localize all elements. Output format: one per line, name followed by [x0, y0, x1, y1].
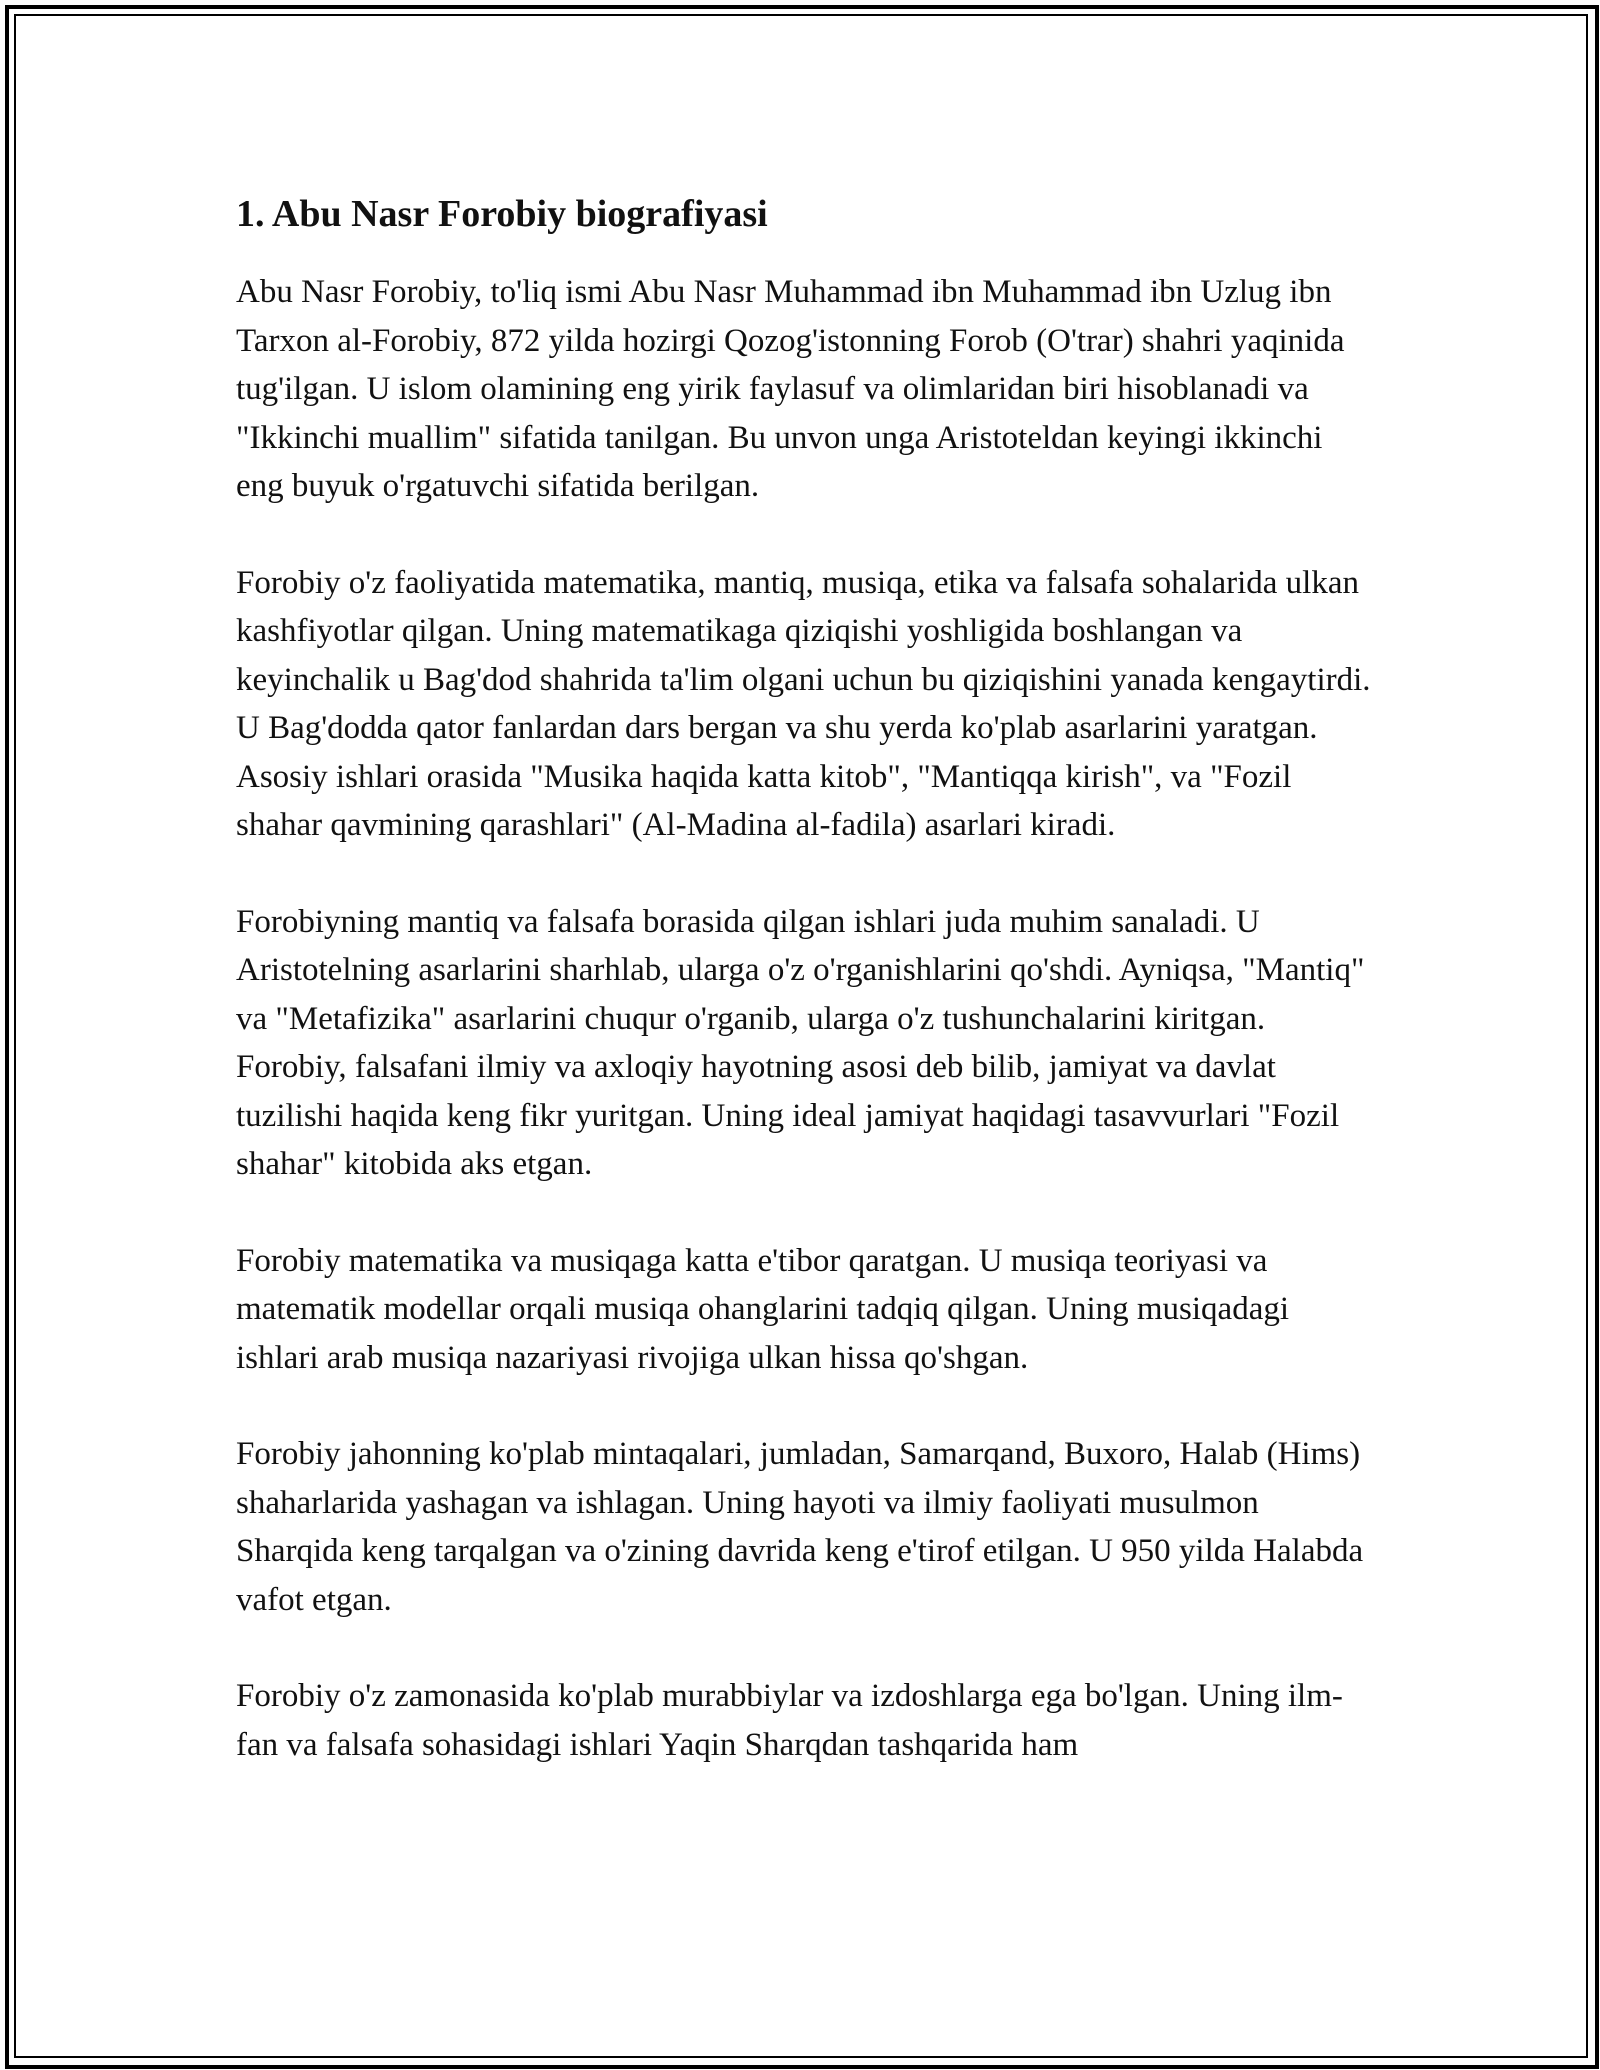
paragraph-6: Forobiy o'z zamonasida ko'plab murabbiylar va izdoshlarga ega bo'lgan. Uning ilm-fan va falsafa sohasidagi ishlari Yaqin Sharqdan tashqarida ham — [236, 1678, 1343, 1763]
document-body — [236, 188, 1376, 1769]
paragraph-5: Forobiy jahonning ko'plab mintaqalari, jumladan, Samarqand, Buxoro, Halab (Hims) shaharlarida yashagan va ishlagan. Uning hayoti va ilmiy faoliyati musulmon Sharqida keng tarqalgan va o'zining davrida keng e'tirof etilgan. U 950 yilda Halabda vafot etgan. — [236, 1436, 1364, 1618]
paragraph-1: Abu Nasr Forobiy, to'liq ismi Abu Nasr Muhammad ibn Muhammad ibn Uzlug ibn Tarxon al-Forobiy, 872 yilda hozirgi Qozog'istonning Forob (O'trar) shahri yaqinida tug'ilgan. U islom olamining eng yirik faylasuf va olimlaridan biri hisoblanadi va "Ikkinchi muallim" sifatida tanilgan. Bu unvon unga Aristoteldan keyingi ikkinchi eng buyuk o'rgatuvchi sifatida berilgan. — [236, 274, 1345, 504]
paragraph-4: Forobiy matematika va musiqaga katta e'tibor qaratgan. U musiqa teoriyasi va matematik modellar orqali musiqa ohanglarini tadqiq qilgan. Uning musiqadagi ishlari arab musiqa nazariyasi rivojiga ulkan hissa qo'shgan. — [236, 1242, 1290, 1376]
section-heading: 1. Abu Nasr Forobiy biografiyasi — [236, 193, 768, 235]
paragraph-3: Forobiyning mantiq va falsafa borasida qilgan ishlari juda muhim sanaladi. U Aristotelning asarlarini sharhlab, ularga o'z o'rganishlarini qo'shdi. Ayniqsa, "Mantiq" va "Metafizika" asarlarini chuqur o'rganib, ularga o'z tushunchalarini kiritgan. Forobiy, falsafani ilmiy va axloqiy hayotning asosi deb bilib, jamiyat va davlat tuzilishi haqida keng fikr yuritgan. Uning ideal jamiyat haqidagi tasavvurlari "Fozil shahar" kitobida aks etgan. — [236, 903, 1365, 1182]
paragraph-2: Forobiy o'z faoliyatida matematika, mantiq, musiqa, etika va falsafa sohalarida ulkan kashfiyotlar qilgan. Uning matematikaga qiziqishi yoshligida boshlangan va keyinchalik u Bag'dod shahrida ta'lim olgani uchun bu qiziqishini yanada kengaytirdi. U Bag'dodda qator fanlardan dars bergan va shu yerda ko'plab asarlarini yaratgan. Asosiy ishlari orasida "Musika haqida katta kitob", "Mantiqqa kirish", va "Fozil shahar qavmining qarashlari" (Al-Madina al-fadila) asarlari kiradi. — [236, 564, 1371, 843]
